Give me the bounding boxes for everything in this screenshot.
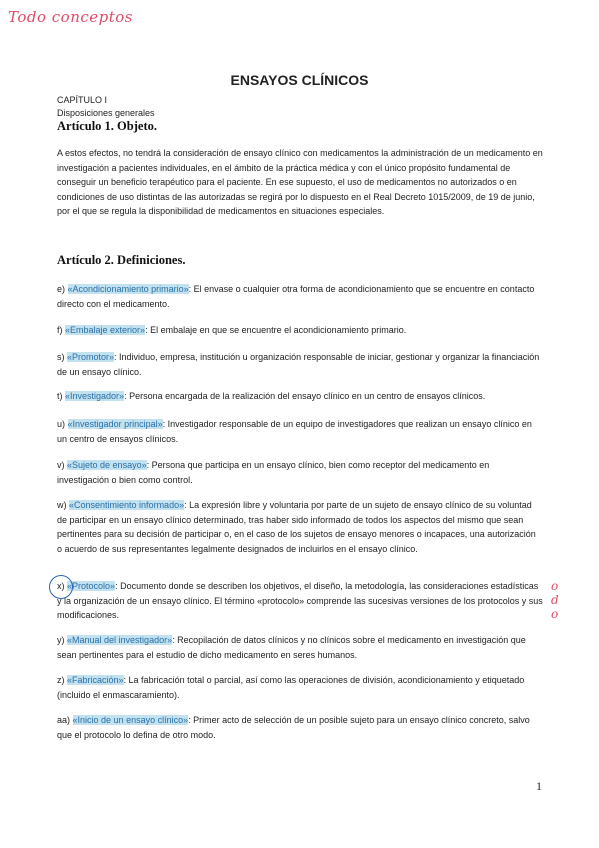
definition-text: : Persona encargada de la realización del ensayo clínico en un centro de ensayos clínicos.	[124, 391, 486, 401]
definition-item	[57, 323, 543, 338]
definition-item	[57, 458, 543, 487]
definition-item	[57, 389, 543, 404]
definition-item	[57, 417, 543, 446]
definition-text: : Documento donde se describen los objetivos, el diseño, la metodología, las consideraciones estadísticas y la organización de un ensayo clínico. El término «protocolo» comprende las sucesivas versiones de los protocolos y sus modificaciones.	[57, 581, 543, 620]
definition-letter: e)	[57, 284, 66, 294]
definition-item	[57, 350, 543, 379]
definition-letter: x)	[57, 581, 65, 591]
document-title: ENSAYOS CLÍNICOS	[230, 72, 369, 88]
definition-text: : Recopilación de datos clínicos y no clínicos sobre el medicamento en investigación que sean pertinentes para el estudio de dicho medicamento en seres humanos.	[57, 635, 526, 660]
definition-letter: aa)	[57, 715, 71, 725]
chapter-subtitle: Disposiciones generales	[57, 108, 155, 118]
definition-term: «Embalaje exterior»	[65, 325, 146, 335]
definition-text: : Individuo, empresa, institución u organización responsable de iniciar, gestionar y organizar la financiación de un ensayo clínico.	[57, 352, 540, 377]
definition-letter: u)	[57, 419, 66, 429]
definition-letter: t)	[57, 391, 63, 401]
definition-term: «Investigador principal»	[67, 419, 163, 429]
definition-term: «Consentimiento informado»	[69, 500, 185, 510]
definition-letter: w)	[57, 500, 67, 510]
chapter-label: CAPÍTULO I	[57, 95, 108, 105]
definition-text: : Investigador responsable de un equipo de investigadores que realizan un ensayo clínico en un centro de ensayos clínicos.	[57, 419, 532, 444]
definition-letter: f)	[57, 325, 63, 335]
side-annotation-char: o	[551, 579, 559, 593]
definition-letter: s)	[57, 352, 65, 362]
side-annotation-char: o	[551, 607, 559, 621]
definition-text: : Persona que participa en un ensayo clínico, bien como receptor del medicamento en investigación o bien como control.	[57, 460, 490, 485]
definition-term: «Fabricación»	[67, 675, 124, 685]
definition-text: : La fabricación total o parcial, así como las operaciones de división, acondicionamiento y etiquetado (incluido el enmascaramiento).	[57, 675, 525, 700]
definition-text: : El embalaje en que se encuentre el acondicionamiento primario.	[145, 325, 407, 335]
definition-item	[57, 498, 543, 556]
article-1-heading: Artículo 1. Objeto.	[57, 119, 157, 133]
definition-term: «Protocolo»	[67, 581, 116, 591]
definition-text: : Primer acto de selección de un posible sujeto para un ensayo clínico concreto, salvo que el protocolo lo defina de otro modo.	[57, 715, 530, 740]
definition-term: «Promotor»	[67, 352, 115, 362]
side-annotation-char: d	[551, 593, 559, 607]
definition-term: «Investigador»	[65, 391, 125, 401]
article-2-heading: Artículo 2. Definiciones.	[57, 253, 186, 267]
definition-letter: v)	[57, 460, 65, 470]
page-number: 1	[536, 779, 542, 793]
definition-letter: y)	[57, 635, 65, 645]
definition-text: : La expresión libre y voluntaria por parte de un sujeto de ensayo clínico de su voluntad de participar en un ensayo clínico determinado, tras haber sido informado de todos los aspectos del mismo que sean pertinentes para su decisión de participar o, en el caso de los sujetos de ensayo menores o incapaces, una autorización o acuerdo de sus representantes legalmente designados de incluirlos en el ensayo clínico.	[57, 500, 536, 554]
definition-item	[57, 633, 543, 662]
definition-item	[57, 282, 543, 311]
hand-drawn-circle-annotation	[49, 575, 73, 599]
definition-term: «Sujeto de ensayo»	[67, 460, 147, 470]
definition-text: : El envase o cualquier otra forma de acondicionamiento que se encuentre en contacto directo con el medicamento.	[57, 284, 535, 309]
definition-item	[57, 579, 543, 623]
definition-item	[57, 713, 543, 742]
definition-term: «Acondicionamiento primario»	[67, 284, 189, 294]
definition-item	[57, 673, 543, 702]
definition-letter: z)	[57, 675, 65, 685]
article-1-text: A estos efectos, no tendrá la consideración de ensayo clínico con medicamentos la administración de un medicamento en investigación a pacientes individuales, en el ámbito de la práctica médica y con el único propósito fundamental de conseguir un beneficio terapéutico para el paciente. En ese supuesto, el uso de medicamentos no autorizados o en condiciones de uso distintas de las autorizadas se regirá por lo dispuesto en el Real Decreto 1015/2009, de 19 de junio, por el que se regula la disponibilidad de medicamentos en situaciones especiales.	[57, 148, 543, 216]
handwritten-note: Todo conceptos	[8, 8, 134, 26]
definition-term: «Manual del investigador»	[67, 635, 173, 645]
definition-term: «Inicio de un ensayo clínico»	[72, 715, 189, 725]
